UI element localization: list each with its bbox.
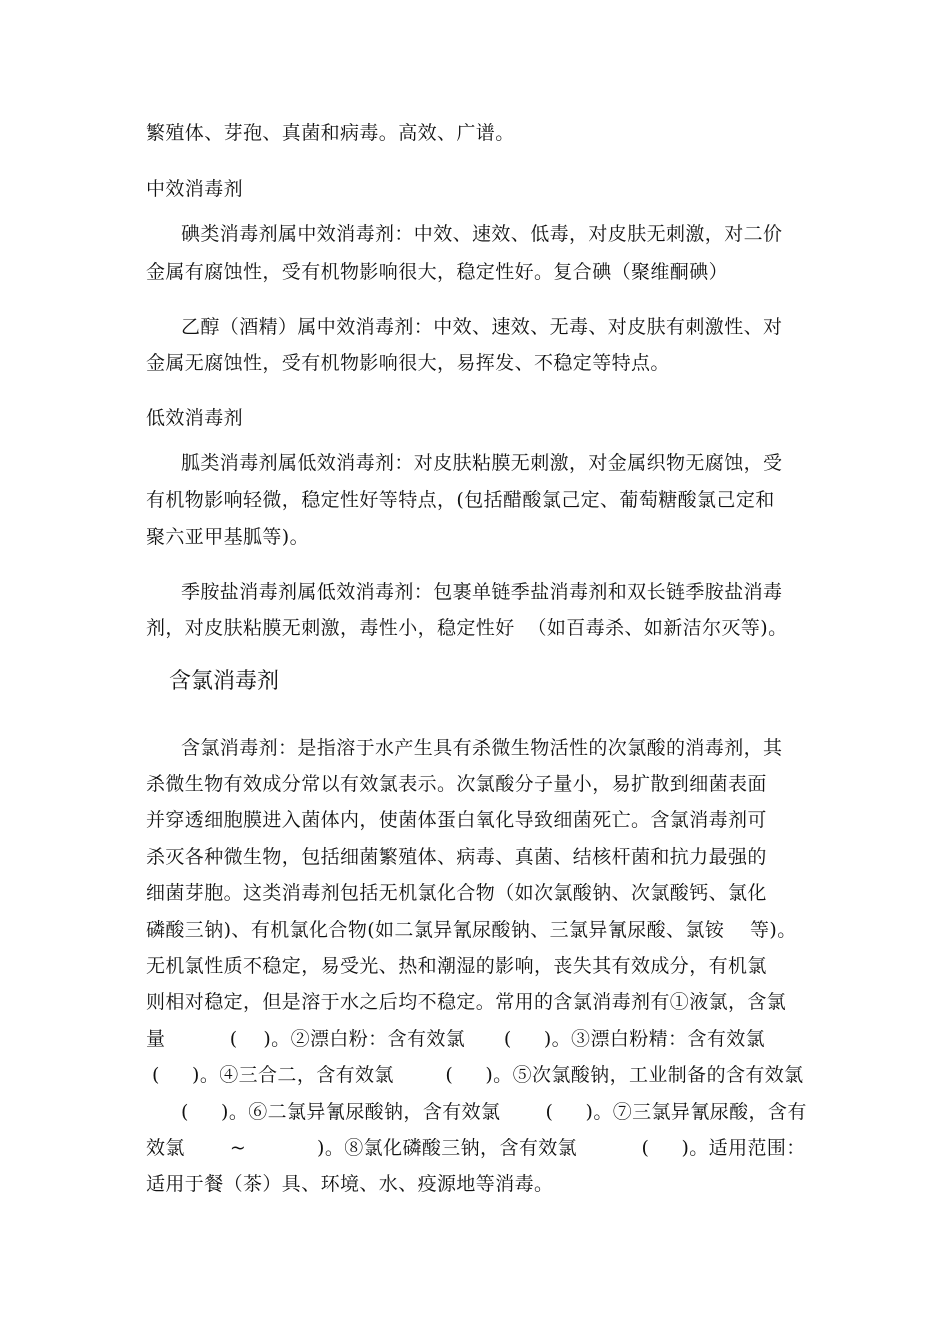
paragraph-line: 聚六亚甲基胍等)。 [146, 526, 310, 548]
section-title: 含氯消毒剂 [169, 669, 280, 694]
paragraph-line: 磷酸三钠)、有机氯化合物(如二氯异氰尿酸钠、三氯异氰尿酸、氯铵 等)。 [146, 919, 797, 941]
paragraph-line: 剂，对皮肤粘膜无刺激，毒性小，稳定性好 （如百毒杀、如新洁尔灭等)。 [146, 617, 788, 639]
paragraph-line: ( )。④三合二，含有效氯 ( )。⑤次氯酸钠，工业制备的含有效氯 [152, 1064, 804, 1086]
paragraph-line: 效氯 ~ )。⑧氯化磷酸三钠，含有效氯 ( )。适用范围： [146, 1137, 806, 1159]
paragraph-line: 则相对稳定，但是溶于水之后均不稳定。常用的含氯消毒剂有①液氯，含氯 [146, 991, 787, 1013]
section-heading: 低效消毒剂 [146, 407, 244, 429]
paragraph-line: 繁殖体、芽孢、真菌和病毒。高效、广谱。 [146, 122, 515, 144]
paragraph-line: 杀灭各种微生物，包括细菌繁殖体、病毒、真菌、结核杆菌和抗力最强的 [146, 846, 767, 868]
paragraph-line: 碘类消毒剂属中效消毒剂：中效、速效、低毒，对皮肤无刺激，对二价 [181, 223, 783, 245]
paragraph-line: 金属有腐蚀性，受有机物影响很大，稳定性好。复合碘（聚维酮碘） [146, 261, 729, 283]
paragraph-line: 季胺盐消毒剂属低效消毒剂：包裹单链季盐消毒剂和双长链季胺盐消毒 [181, 581, 783, 603]
paragraph-line: 有机物影响轻微，稳定性好等特点，(包括醋酸氯己定、葡萄糖酸氯己定和 [146, 489, 775, 511]
paragraph-line: 细菌芽胞。这类消毒剂包括无机氯化合物（如次氯酸钠、次氯酸钙、氯化 [146, 882, 767, 904]
paragraph-line: 含氯消毒剂：是指溶于水产生具有杀微生物活性的次氯酸的消毒剂，其 [181, 737, 783, 759]
paragraph-line: 量 ( )。②漂白粉：含有效氯 ( )。③漂白粉精：含有效氯 [146, 1028, 766, 1050]
section-heading: 中效消毒剂 [146, 178, 244, 200]
paragraph-line: 杀微生物有效成分常以有效氯表示。次氯酸分子量小，易扩散到细菌表面 [146, 773, 767, 795]
paragraph-line: 乙醇（酒精）属中效消毒剂：中效、速效、无毒、对皮肤有刺激性、对 [181, 316, 783, 338]
paragraph-line: 适用于餐（茶）具、环境、水、疫源地等消毒。 [146, 1173, 554, 1195]
paragraph-line: ( )。⑥二氯异氰尿酸钠，含有效氯 ( )。⑦三氯异氰尿酸，含有 [181, 1101, 807, 1123]
paragraph-line: 金属无腐蚀性，受有机物影响很大，易挥发、不稳定等特点。 [146, 352, 670, 374]
paragraph-line: 并穿透细胞膜进入菌体内，使菌体蛋白氧化导致细菌死亡。含氯消毒剂可 [146, 809, 767, 831]
paragraph-line: 无机氯性质不稳定，易受光、热和潮湿的影响，丧失其有效成分，有机氯 [146, 955, 767, 977]
paragraph-line: 胍类消毒剂属低效消毒剂：对皮肤粘膜无刺激，对金属织物无腐蚀，受 [181, 452, 783, 474]
